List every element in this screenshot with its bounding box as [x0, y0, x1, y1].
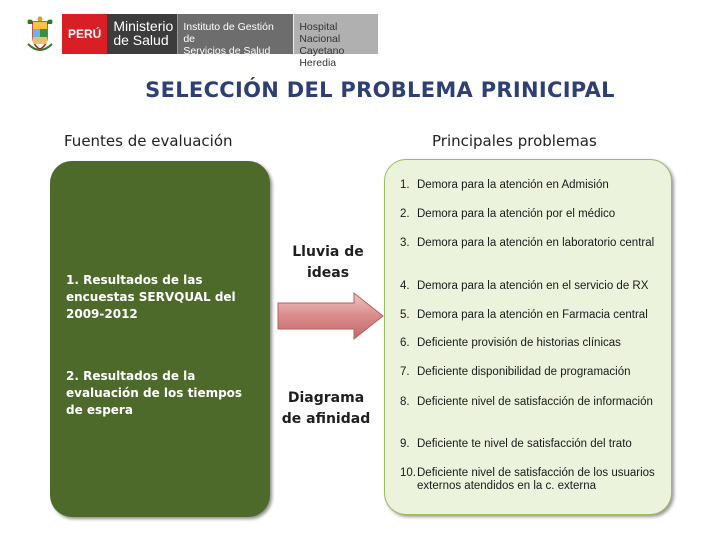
problem-item — [400, 438, 662, 451]
hospital-label — [293, 14, 378, 69]
ministerio-label — [107, 14, 177, 54]
ministerio-line1: Ministerio — [113, 18, 174, 34]
right-heading: Principales problemas — [432, 132, 597, 150]
right-arrow-icon — [276, 291, 386, 341]
problem-item — [400, 237, 662, 250]
problem-text: Deficiente nivel de satisfacción de información — [417, 396, 653, 408]
sources-panel — [50, 161, 270, 517]
problem-item — [400, 366, 662, 379]
problem-number: 7. — [400, 366, 410, 378]
problem-text: Demora para la atención en Farmacia central — [417, 309, 648, 321]
instituto-line2: Servicios de Salud — [183, 45, 271, 57]
problem-number: 9. — [400, 438, 410, 450]
problem-number: 2. — [400, 208, 410, 220]
peru-coat-of-arms-icon — [22, 14, 58, 54]
problem-text: Demora para la atención en el servicio de RX — [417, 280, 649, 292]
problem-number: 6. — [400, 337, 410, 349]
problem-number: 10. — [400, 467, 416, 479]
instituto-line1: Instituto de Gestión de — [183, 21, 274, 45]
slide-title: SELECCIÓN DEL PROBLEMA PRINICIPAL — [145, 78, 615, 102]
problem-item — [400, 208, 662, 221]
problem-text: Deficiente nivel de satisfacción de los usuarios externos atendidos en la c. externa — [417, 467, 655, 492]
problem-text: Deficiente te nivel de satisfacción del trato — [417, 438, 632, 450]
problem-text: Demora para la atención en laboratorio central — [417, 237, 655, 249]
left-heading: Fuentes de evaluación — [64, 132, 233, 150]
problem-text: Demora para la atención por el médico — [417, 208, 616, 220]
problem-text: Deficiente provisión de historias clínicas — [417, 337, 621, 349]
problem-text: Deficiente disponibilidad de programación — [417, 366, 631, 378]
header-logos — [22, 14, 378, 69]
method-label: Diagrama de afinidad — [281, 390, 371, 427]
problem-text: Demora para la atención en Admisión — [417, 179, 609, 191]
source-item: 1. Resultados de las encuestas SERVQUAL del 2009-2012 — [66, 273, 236, 321]
source-item: 2. Resultados de la evaluación de los tiempos de espera — [66, 369, 243, 417]
problem-item — [400, 309, 662, 322]
problem-number: 8. — [400, 396, 410, 408]
instituto-label — [177, 14, 293, 57]
hospital-line2: Cayetano Heredia — [299, 45, 345, 69]
problem-number: 1. — [400, 179, 410, 191]
problem-item — [400, 396, 662, 409]
ministerio-line2: de Salud — [113, 32, 169, 48]
problem-number: 5. — [400, 309, 410, 321]
problem-number: 3. — [400, 237, 410, 249]
problem-item — [400, 280, 662, 293]
method-label: Lluvia de ideas — [292, 244, 364, 281]
problem-item — [400, 467, 662, 493]
problem-number: 4. — [400, 280, 410, 292]
peru-label: PERÚ — [62, 14, 107, 54]
problem-item — [400, 337, 662, 350]
problem-item — [400, 179, 662, 192]
hospital-line1: Hospital Nacional — [299, 21, 341, 45]
